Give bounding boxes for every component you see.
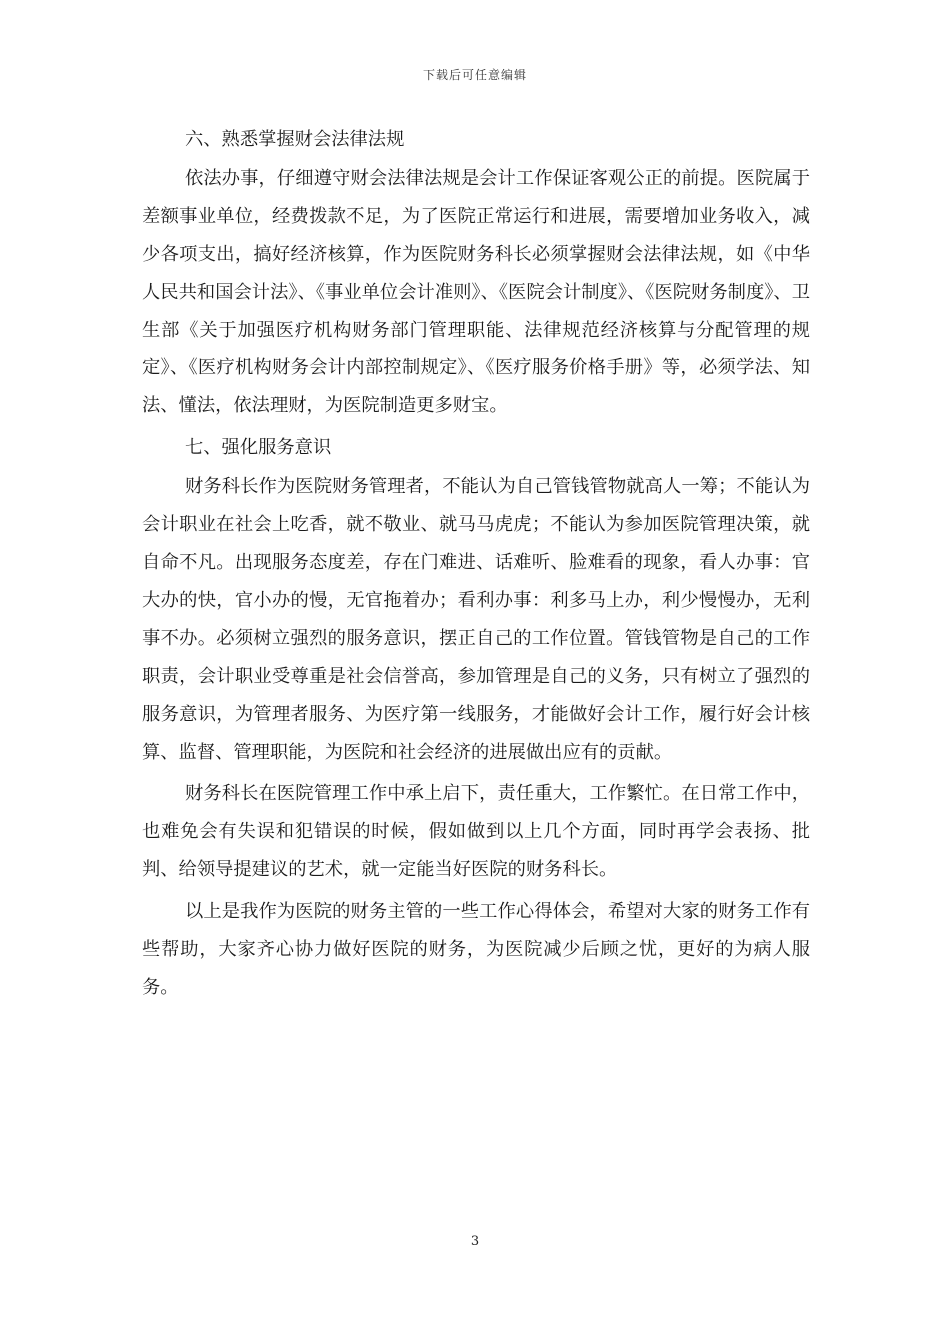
paragraph: 财务科长在医院管理工作中承上启下，责任重大，工作繁忙。在日常工作中，也难免会有失误和犯错误的时候，假如做到以上几个方面，同时再学会表扬、批判、给领导提建议的艺术，就一定能当好医院的财务科长。 xyxy=(142,783,810,881)
section-heading: 六、熟悉掌握财会法律法规 xyxy=(185,129,405,150)
paragraph: 依法办事，仔细遵守财会法律法规是会计工作保证客观公正的前提。医院属于差额事业单位，经费拨款不足，为了医院正常运行和进展，需要增加业务收入，减少各项支出，搞好经济核算，作为医院财务科长必须掌握财会法律法规，如《中华人民共和国会计法》、《事业单位会计准则》、《医院会计制度》、《医院财务制度》、卫生部《关于加强医疗机构财务部门管理职能、法律规范经济核算与分配管理的规定》、《医疗机构财务会计内部控制规定》、《医疗服务价格手册》等，必须学法、知法、懂法，依法理财，为医院制造更多财宝。 xyxy=(142,167,810,417)
paragraph: 以上是我作为医院的财务主管的一些工作心得体会，希望对大家的财务工作有些帮助，大家齐心协力做好医院的财务，为医院减少后顾之忧，更好的为病人服务。 xyxy=(142,901,810,998)
page-number: 3 xyxy=(470,1234,480,1249)
page-header: 下载后可任意编辑 xyxy=(422,68,527,82)
paragraph: 财务科长作为医院财务管理者，不能认为自己管钱管物就高人一筹；不能认为会计职业在社会上吃香，就不敬业、就马马虎虎；不能认为参加医院管理决策，就自命不凡。出现服务态度差，存在门难进、话难听、脸难看的现象，看人办事：官大办的快，官小办的慢，无官拖着办；看利办事：利多马上办，利少慢慢办，无利事不办。必须树立强烈的服务意识，摆正自己的工作位置。管钱管物是自己的工作职责，会计职业受尊重是社会信誉高，参加管理是自己的义务，只有树立了强烈的服务意识，为管理者服务、为医疗第一线服务，才能做好会计工作，履行好会计核算、监督、管理职能，为医院和社会经济的进展做出应有的贡献。 xyxy=(142,476,810,763)
document-body xyxy=(142,121,810,1007)
section-heading: 七、强化服务意识 xyxy=(185,437,332,459)
